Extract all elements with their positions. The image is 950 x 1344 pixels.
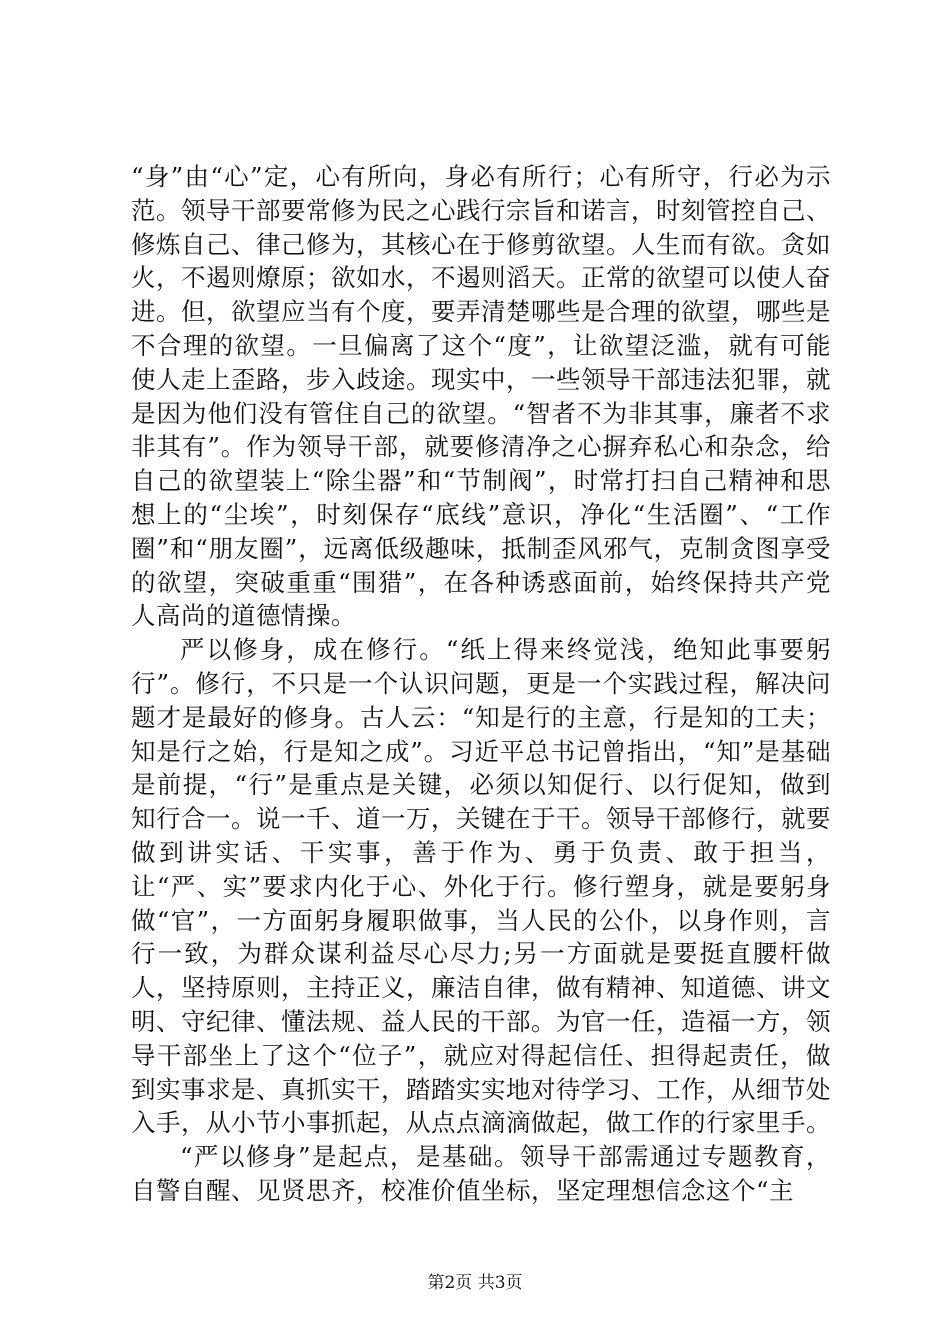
page-footer: 第2页 共3页 bbox=[427, 1273, 523, 1293]
paragraph-2: 严以修身，成在修行。“纸上得来终觉浅，绝知此事要躬行”。修行，不只是一个认识问题，更是一个实践过程，解决问题才是最好的修身。古人云：“知是行的主意，行是知的工夫；知是行之始，行是知之成”。习近平总书记曾指出，“知”是基础是前提，“行”是重点是关键，必须以知促行、以行促知，做到知行合一。说一千、道一万，关键在于干。领导干部修行，就要做到讲实话、干实事，善于作为、勇于负责、敢于担当，让“严、实”要求内化于心、外化于行。修行塑身，就是要躬身做“官”，一方面躬身履职做事，当人民的公仆，以身作则，言行一致，为群众谋利益尽心尽力;另一方面就是要挺直腰杆做人，坚持原则，主持正义，廉洁自律，做有精神、知道德、讲文明、守纪律、懂法规、益人民的干部。为官一任，造福一方，领导干部坐上了这个“位子”，就应对得起信任、担得起责任，做到实事求是、真抓实干，踏踏实实地对待学习、工作，从细节处入手，从小节小事抓起，从点点滴滴做起，做工作的行家里手。 bbox=[131, 635, 831, 1138]
paragraph-1: “身”由“心”定，心有所向，身必有所行；心有所守，行必为示范。领导干部要常修为民之心践行宗旨和诺言，时刻管控自己、修炼自己、律己修为，其核心在于修剪欲望。人生而有欲。贪如火，不遏则燎原；欲如水，不遏则滔天。正常的欲望可以使人奋进。但，欲望应当有个度，要弄清楚哪些是合理的欲望，哪些是不合理的欲望。一旦偏离了这个“度”，让欲望泛滥，就有可能使人走上歪路，步入歧途。现实中，一些领导干部违法犯罪，就是因为他们没有管住自己的欲望。“智者不为非其事，廉者不求非其有”。作为领导干部，就要修清净之心摒弃私心和杂念，给自己的欲望装上“除尘器”和“节制阀”，时常打扫自己精神和思想上的“尘埃”，时刻保存“底线”意识，净化“生活圈”、“工作圈”和“朋友圈”，远离低级趣味，抵制歪风邪气，克制贪图享受的欲望，突破重重“围猎”，在各种诱惑面前，始终保持共产党人高尚的道德情操。 bbox=[131, 162, 831, 631]
paragraph-3: “严以修身”是起点，是基础。领导干部需通过专题教育，自警自醒、见贤思齐，校准价值坐标，坚定理想信念这个“主 bbox=[131, 1142, 831, 1205]
document-body bbox=[131, 160, 831, 1208]
